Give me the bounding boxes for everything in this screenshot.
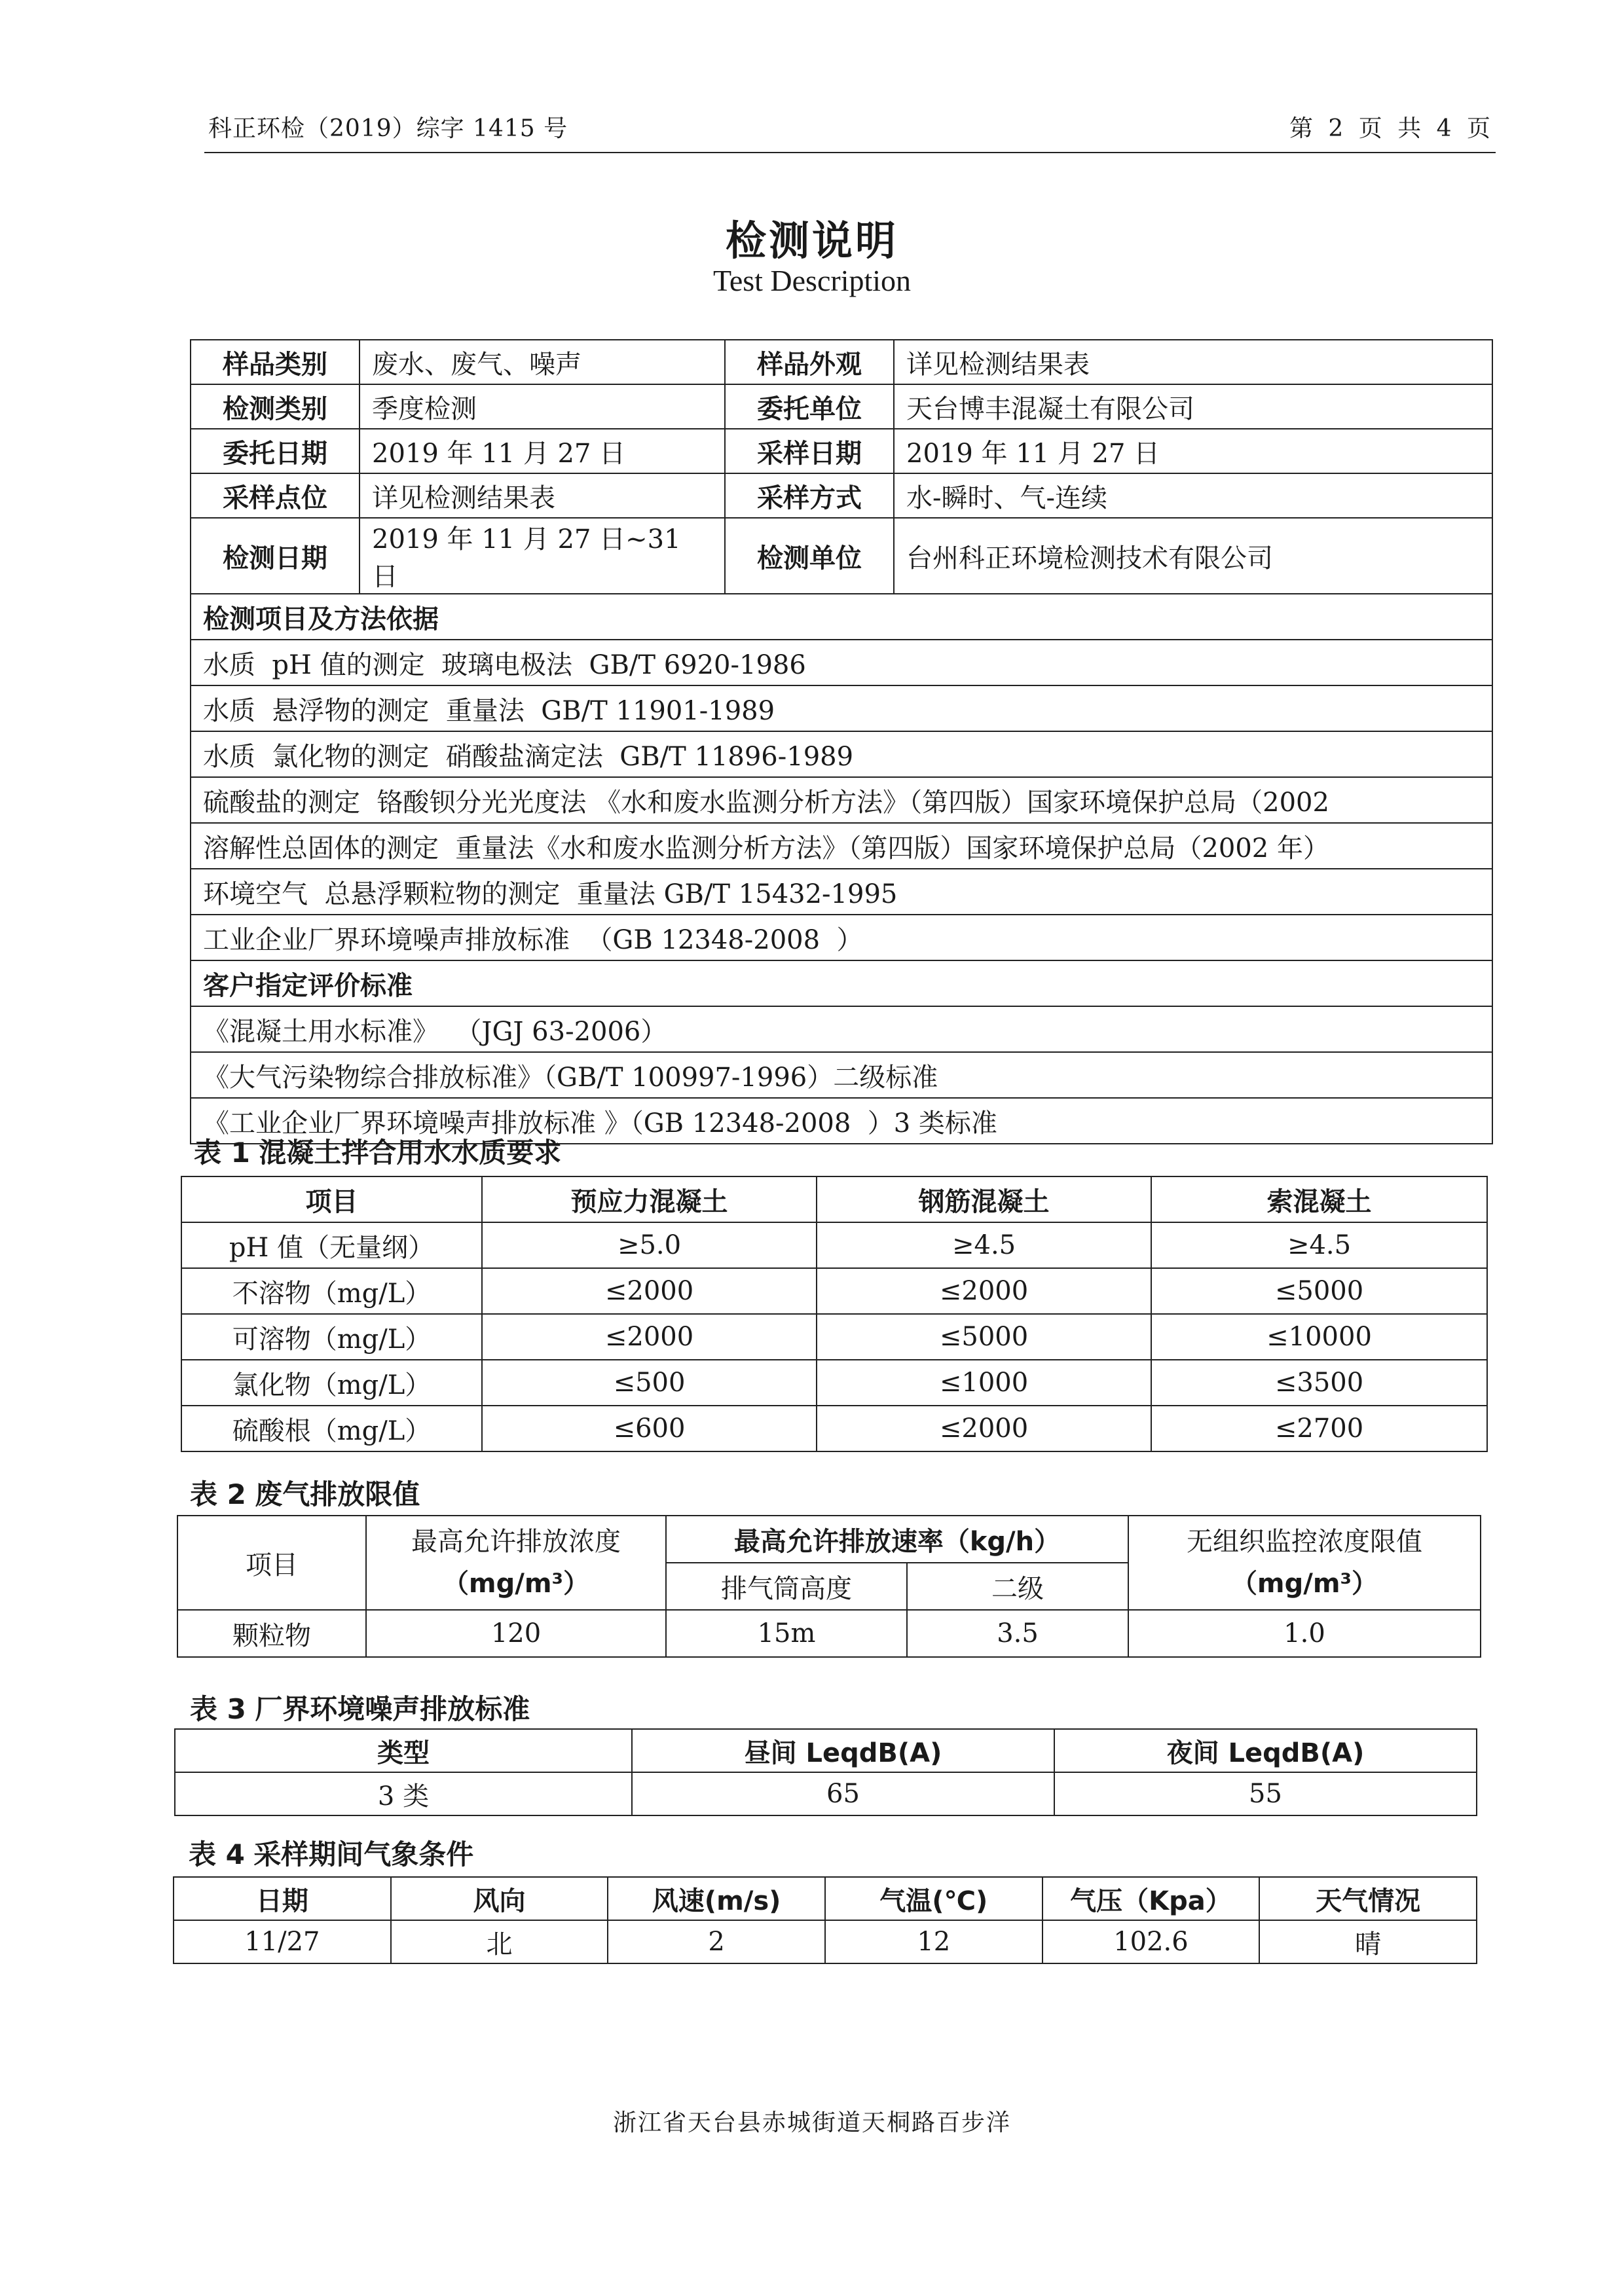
- method-item: 水质 氯化物的测定 硝酸盐滴定法 GB/T 11896-1989: [191, 731, 1492, 777]
- table3-number: 表 3: [190, 1693, 246, 1725]
- t4-header-cell: 气温(℃): [825, 1877, 1043, 1920]
- t3-cell: 3 类: [175, 1772, 632, 1815]
- standard-item-row: [191, 1052, 1492, 1098]
- method-item-row: [191, 777, 1492, 823]
- t2-header-conc-label: 最高允许排放浓度: [411, 1527, 621, 1557]
- table-row: [181, 1406, 1487, 1451]
- method-item-row: [191, 869, 1492, 915]
- t2-header-unorg-unit: （mg/m³）: [1230, 1569, 1378, 1599]
- weather-table: [173, 1876, 1477, 1964]
- method-item-row: [191, 823, 1492, 869]
- info-value: 废水、废气、噪声: [360, 340, 725, 384]
- t2-header-conc-unit: （mg/m³）: [442, 1569, 590, 1599]
- water-quality-table: [181, 1176, 1488, 1452]
- method-item: 溶解性总固体的测定 重量法《水和废水监测分析方法》（第四版）国家环境保护总局（2002 年）: [191, 823, 1492, 869]
- info-value: 2019 年 11 月 27 日~31 日: [360, 518, 725, 594]
- t3-header-cell: 昼间 LeqdB(A): [632, 1729, 1054, 1772]
- method-item-row: [191, 731, 1492, 777]
- t4-cell: 12: [825, 1920, 1043, 1963]
- info-table: [190, 339, 1493, 1144]
- t1-cell: 硫酸根（mg/L）: [181, 1406, 482, 1451]
- t4-cell: 2: [608, 1920, 825, 1963]
- t1-cell: ≤2000: [482, 1314, 817, 1360]
- method-item: 硫酸盐的测定 铬酸钡分光光度法 《水和废水监测分析方法》（第四版）国家环境保护总局（2002: [191, 777, 1492, 823]
- emission-limits-table: [177, 1515, 1481, 1658]
- table-row: [181, 1360, 1487, 1406]
- info-value: 季度检测: [360, 384, 725, 429]
- t2-header-height: 排气筒高度: [666, 1563, 907, 1610]
- method-item: 环境空气 总悬浮颗粒物的测定 重量法 GB/T 15432-1995: [191, 869, 1492, 915]
- method-item: 水质 pH 值的测定 玻璃电极法 GB/T 6920-1986: [191, 640, 1492, 685]
- info-value: 台州科正环境检测技术有限公司: [894, 518, 1492, 594]
- t3-cell: 55: [1054, 1772, 1477, 1815]
- noise-standard-table: [174, 1728, 1477, 1816]
- table1-title: 混凝土拌合用水水质要求: [259, 1137, 562, 1169]
- info-label: 采样日期: [725, 429, 894, 473]
- page-title: 检测说明: [725, 217, 898, 264]
- t2-cell: 120: [366, 1610, 666, 1657]
- info-label: 采样方式: [725, 473, 894, 518]
- table-row: [181, 1314, 1487, 1360]
- footer-address: 浙江省天台县赤城街道天桐路百步洋: [612, 2109, 1011, 2136]
- t1-cell: ≤600: [482, 1406, 817, 1451]
- info-label: 样品外观: [725, 340, 894, 384]
- t2-header-unorg: [1128, 1516, 1481, 1610]
- t1-cell: ≤500: [482, 1360, 817, 1406]
- info-value: 2019 年 11 月 27 日: [360, 429, 725, 473]
- t1-cell: ≤10000: [1151, 1314, 1487, 1360]
- t2-header-level: 二级: [907, 1563, 1128, 1610]
- t1-cell: 氯化物（mg/L）: [181, 1360, 482, 1406]
- table1-caption: [194, 1131, 561, 1171]
- t3-header-cell: 夜间 LeqdB(A): [1054, 1729, 1477, 1772]
- methods-heading: 检测项目及方法依据: [191, 594, 1492, 640]
- t2-header-unorg-label: 无组织监控浓度限值: [1187, 1527, 1422, 1557]
- t1-cell: 不溶物（mg/L）: [181, 1268, 482, 1314]
- t4-header-cell: 风速(m/s): [608, 1877, 825, 1920]
- t1-cell: ≤2000: [817, 1406, 1151, 1451]
- info-value: 详见检测结果表: [360, 473, 725, 518]
- table2-caption: [190, 1473, 420, 1512]
- t1-header-cell: 项目: [181, 1176, 482, 1222]
- info-row: [191, 384, 1492, 429]
- standards-heading: 客户指定评价标准: [191, 960, 1492, 1006]
- page-info: 第 2 页 共 4 页: [1289, 115, 1494, 142]
- t1-cell: ≤2000: [482, 1268, 817, 1314]
- t3-header-cell: 类型: [175, 1729, 632, 1772]
- standard-item-row: [191, 1006, 1492, 1052]
- info-row: [191, 429, 1492, 473]
- table2-number: 表 2: [190, 1478, 246, 1510]
- info-label: 检测类别: [191, 384, 360, 429]
- t1-cell: ≤3500: [1151, 1360, 1487, 1406]
- table2-title: 废气排放限值: [255, 1478, 420, 1510]
- header-rule: [204, 152, 1496, 153]
- t1-cell: 可溶物（mg/L）: [181, 1314, 482, 1360]
- table-row: [181, 1222, 1487, 1268]
- standard-item: 《大气污染物综合排放标准》（GB/T 100997-1996）二级标准: [191, 1052, 1492, 1098]
- table-row: [181, 1268, 1487, 1314]
- t4-header-cell: 气压（Kpa）: [1043, 1877, 1260, 1920]
- t2-header-item: 项目: [177, 1516, 366, 1610]
- table1-number: 表 1: [194, 1137, 250, 1169]
- t2-cell: 15m: [666, 1610, 907, 1657]
- report-number: 科正环检（2019）综字 1415 号: [208, 115, 568, 142]
- t1-cell: ≥5.0: [482, 1222, 817, 1268]
- t1-cell: ≤5000: [1151, 1268, 1487, 1314]
- table4-title: 采样期间气象条件: [253, 1838, 474, 1870]
- t1-cell: ≤2000: [817, 1268, 1151, 1314]
- t3-cell: 65: [632, 1772, 1054, 1815]
- t1-cell: pH 值（无量纲）: [181, 1222, 482, 1268]
- t1-cell: ≥4.5: [817, 1222, 1151, 1268]
- t1-cell: ≤1000: [817, 1360, 1151, 1406]
- table3-title: 厂界环境噪声排放标准: [255, 1693, 530, 1725]
- t1-header-cell: 钢筋混凝土: [817, 1176, 1151, 1222]
- t2-cell: 3.5: [907, 1610, 1128, 1657]
- info-label: 样品类别: [191, 340, 360, 384]
- table4-number: 表 4: [189, 1838, 245, 1870]
- t1-header-cell: 索混凝土: [1151, 1176, 1487, 1222]
- method-item: 水质 悬浮物的测定 重量法 GB/T 11901-1989: [191, 685, 1492, 731]
- method-item-row: [191, 640, 1492, 685]
- table4-caption: [189, 1833, 473, 1872]
- info-row: [191, 473, 1492, 518]
- t2-header-rate: 最高允许排放速率（kg/h）: [666, 1516, 1128, 1563]
- info-label: 检测单位: [725, 518, 894, 594]
- t1-cell: ≤5000: [817, 1314, 1151, 1360]
- t4-cell: 北: [391, 1920, 608, 1963]
- info-label: 委托单位: [725, 384, 894, 429]
- info-value: 详见检测结果表: [894, 340, 1492, 384]
- page-subtitle: Test Description: [712, 264, 912, 297]
- info-value: 天台博丰混凝土有限公司: [894, 384, 1492, 429]
- t4-cell: 11/27: [174, 1920, 391, 1963]
- info-row: [191, 518, 1492, 594]
- t4-header-cell: 日期: [174, 1877, 391, 1920]
- t2-cell: 1.0: [1128, 1610, 1481, 1657]
- table3-caption: [190, 1688, 530, 1727]
- t1-cell: ≥4.5: [1151, 1222, 1487, 1268]
- t4-cell: 102.6: [1043, 1920, 1260, 1963]
- info-label: 委托日期: [191, 429, 360, 473]
- t4-header-cell: 天气情况: [1259, 1877, 1477, 1920]
- method-item-row: [191, 915, 1492, 960]
- method-item: 工业企业厂界环境噪声排放标准 （GB 12348-2008 ）: [191, 915, 1492, 960]
- t2-header-conc: [366, 1516, 666, 1610]
- info-value: 水-瞬时、气-连续: [894, 473, 1492, 518]
- t1-header-cell: 预应力混凝土: [482, 1176, 817, 1222]
- t4-cell: 晴: [1259, 1920, 1477, 1963]
- info-value: 2019 年 11 月 27 日: [894, 429, 1492, 473]
- standard-item: 《混凝土用水标准》 （JGJ 63-2006）: [191, 1006, 1492, 1052]
- info-label: 采样点位: [191, 473, 360, 518]
- info-row: [191, 340, 1492, 384]
- method-item-row: [191, 685, 1492, 731]
- t2-cell: 颗粒物: [177, 1610, 366, 1657]
- info-label: 检测日期: [191, 518, 360, 594]
- t1-cell: ≤2700: [1151, 1406, 1487, 1451]
- t4-header-cell: 风向: [391, 1877, 608, 1920]
- standard-item: 《工业企业厂界环境噪声排放标准 》（GB 12348-2008 ）3 类标准: [191, 1098, 1492, 1144]
